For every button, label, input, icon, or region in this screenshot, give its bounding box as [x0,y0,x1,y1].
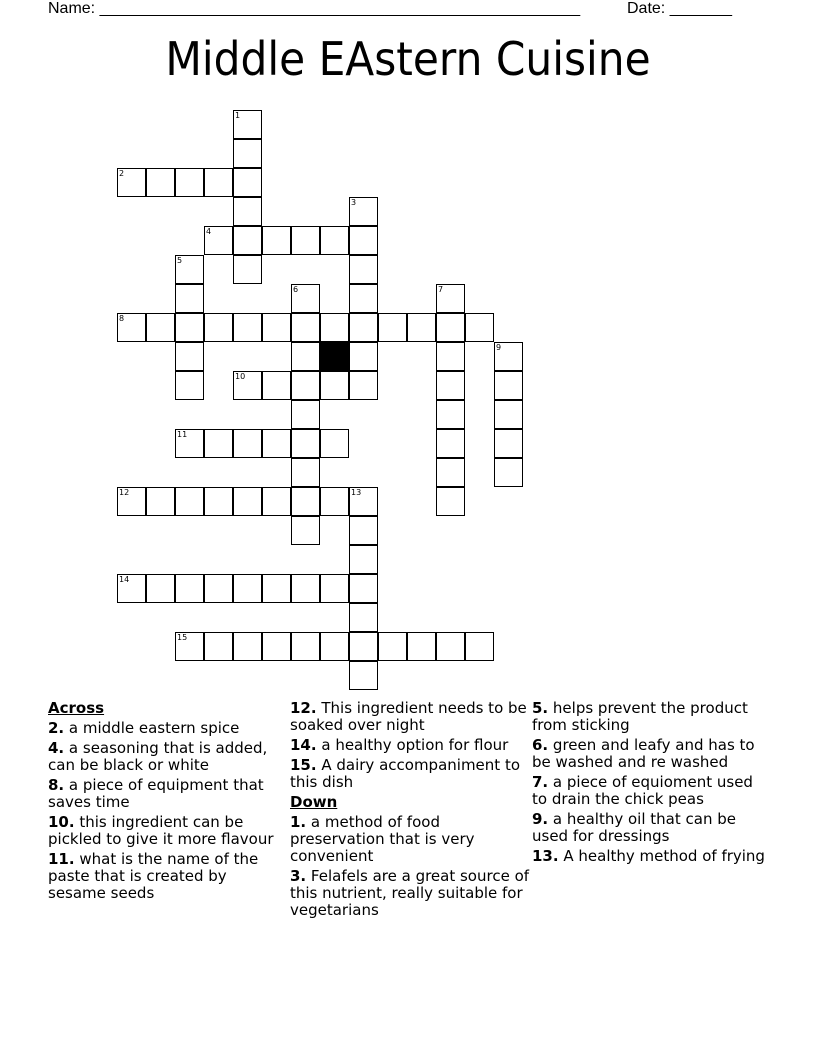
grid-cell[interactable] [291,632,320,661]
clue-text: what is the name of the paste that is created by sesame seeds [48,850,259,902]
grid-cell[interactable] [378,632,407,661]
clues-column-2 [290,700,530,922]
clue-text: This ingredient needs to be soaked over night [290,699,527,734]
grid-cell[interactable] [465,313,494,342]
grid-cell[interactable] [175,371,204,400]
grid-cell[interactable] [436,400,465,429]
grid-cell[interactable] [320,429,349,458]
grid-cell[interactable] [291,400,320,429]
clue-down-6 [532,737,772,771]
grid-cell[interactable] [175,487,204,516]
grid-cell[interactable] [436,632,465,661]
clue-number: 15. [290,756,317,774]
clue-across-11 [48,851,288,902]
clue-number-label: 12 [119,488,130,497]
grid-cell[interactable] [233,110,262,139]
grid-cell[interactable] [349,632,378,661]
clue-number: 4. [48,739,65,757]
grid-cell[interactable] [175,574,204,603]
grid-cell[interactable] [349,661,378,690]
clue-number-label: 15 [177,633,188,642]
clue-down-5 [532,700,772,734]
grid-cell[interactable] [436,313,465,342]
clue-number-label: 1 [235,111,241,120]
grid-cell[interactable] [262,487,291,516]
clue-text: green and leafy and has to be washed and re washed [532,736,755,771]
clue-text: a piece of equipment that saves time [48,776,264,811]
grid-cell[interactable] [262,429,291,458]
clue-text: A dairy accompaniment to this dish [290,756,520,791]
clue-down-9 [532,811,772,845]
clue-across-12 [290,700,530,734]
clue-number: 11. [48,850,75,868]
grid-cell[interactable] [146,168,175,197]
clue-text: a piece of equioment used to drain the chick peas [532,773,753,808]
black-cell [320,342,349,371]
grid-cell[interactable] [233,632,262,661]
clue-number: 10. [48,813,75,831]
grid-cell[interactable] [378,313,407,342]
grid-cell[interactable] [349,487,378,516]
clue-across-15 [290,757,530,791]
grid-cell[interactable] [407,632,436,661]
clue-number: 12. [290,699,317,717]
grid-cell[interactable] [233,371,262,400]
date-field[interactable]: Date: _______ [627,0,732,17]
grid-cell[interactable] [291,516,320,545]
clue-text: a seasoning that is added, can be black or white [48,739,268,774]
clue-text: A healthy method of frying [563,847,765,865]
grid-cell[interactable] [436,458,465,487]
clue-number: 1. [290,813,307,831]
grid-cell[interactable] [349,603,378,632]
across-heading: Across [48,699,105,717]
grid-cell[interactable] [262,226,291,255]
grid-cell[interactable] [349,284,378,313]
grid-cell[interactable] [262,313,291,342]
grid-cell[interactable] [291,342,320,371]
grid-cell[interactable] [349,313,378,342]
grid-cell[interactable] [320,226,349,255]
clue-number: 7. [532,773,549,791]
clue-number: 13. [532,847,559,865]
clue-number-label: 8 [119,314,125,323]
grid-cell[interactable] [494,429,523,458]
grid-cell[interactable] [349,197,378,226]
grid-cell[interactable] [465,632,494,661]
grid-cell[interactable] [233,226,262,255]
grid-cell[interactable] [436,487,465,516]
grid-cell[interactable] [291,313,320,342]
grid-cell[interactable] [233,313,262,342]
grid-cell[interactable] [291,226,320,255]
clue-across-8 [48,777,288,811]
grid-cell[interactable] [494,371,523,400]
clue-number: 6. [532,736,549,754]
grid-cell[interactable] [175,284,204,313]
grid-cell[interactable] [494,342,523,371]
grid-cell[interactable] [175,168,204,197]
grid-cell[interactable] [262,574,291,603]
clue-text: a healthy oil that can be used for dressings [532,810,736,845]
grid-cell[interactable] [436,371,465,400]
page-title: Middle EAstern Cuisine [165,32,651,86]
grid-cell[interactable] [349,516,378,545]
name-field[interactable]: Name: ______________________________________________________ [48,0,581,17]
grid-cell[interactable] [320,574,349,603]
clue-text: Felafels are a great source of this nutrient, really suitable for vegetarians [290,867,530,919]
grid-cell[interactable] [349,574,378,603]
clue-number-label: 11 [177,430,188,439]
clue-number: 5. [532,699,549,717]
grid-cell[interactable] [233,574,262,603]
clue-across-14 [290,737,530,754]
clue-text: a healthy option for flour [321,736,509,754]
clue-number: 8. [48,776,65,794]
grid-cell[interactable] [233,255,262,284]
clue-text: helps prevent the product from sticking [532,699,748,734]
grid-cell[interactable] [436,429,465,458]
grid-cell[interactable] [349,342,378,371]
clue-number-label: 9 [496,343,502,352]
grid-cell[interactable] [204,632,233,661]
grid-cell[interactable] [349,255,378,284]
clue-number: 2. [48,719,65,737]
grid-cell[interactable] [291,458,320,487]
grid-cell[interactable] [436,284,465,313]
grid-cell[interactable] [204,574,233,603]
grid-cell[interactable] [320,487,349,516]
clue-across-2 [48,720,288,737]
clue-number-label: 4 [206,227,212,236]
grid-cell[interactable] [320,632,349,661]
clue-text: a middle eastern spice [68,719,240,737]
clue-across-4 [48,740,288,774]
grid-cell[interactable] [407,313,436,342]
grid-cell[interactable] [291,429,320,458]
grid-cell[interactable] [233,429,262,458]
grid-cell[interactable] [349,371,378,400]
grid-cell[interactable] [175,313,204,342]
grid-cell[interactable] [146,574,175,603]
clue-text: this ingredient can be pickled to give it more flavour [48,813,274,848]
grid-cell[interactable] [117,168,146,197]
grid-cell[interactable] [262,632,291,661]
clue-across-10 [48,814,288,848]
grid-cell[interactable] [494,458,523,487]
grid-cell[interactable] [233,487,262,516]
clue-number-label: 2 [119,169,125,178]
grid-cell[interactable] [291,371,320,400]
clue-down-13 [532,848,772,865]
grid-cell[interactable] [262,371,291,400]
grid-cell[interactable] [291,487,320,516]
clue-number: 3. [290,867,307,885]
clue-down-7 [532,774,772,808]
clue-number-label: 7 [438,285,444,294]
grid-cell[interactable] [146,313,175,342]
grid-cell[interactable] [233,139,262,168]
grid-cell[interactable] [204,313,233,342]
grid-cell[interactable] [320,371,349,400]
clues-column-3 [532,700,772,868]
grid-cell[interactable] [233,197,262,226]
clue-number-label: 5 [177,256,183,265]
grid-cell[interactable] [291,574,320,603]
grid-cell[interactable] [233,168,262,197]
grid-cell[interactable] [117,574,146,603]
clue-number-label: 14 [119,575,130,584]
clue-number: 14. [290,736,317,754]
clue-number-label: 10 [235,372,246,381]
grid-cell[interactable] [146,487,175,516]
grid-cell[interactable] [204,429,233,458]
grid-cell[interactable] [349,226,378,255]
grid-cell[interactable] [117,313,146,342]
clue-text: a method of food preservation that is very convenient [290,813,475,865]
clue-number-label: 3 [351,198,357,207]
grid-cell[interactable] [175,632,204,661]
grid-cell[interactable] [436,342,465,371]
clue-down-3 [290,868,530,919]
grid-cell[interactable] [204,226,233,255]
grid-cell[interactable] [494,400,523,429]
grid-cell[interactable] [291,284,320,313]
down-heading: Down [290,793,338,811]
grid-cell[interactable] [117,487,146,516]
clue-down-1 [290,814,530,865]
grid-cell[interactable] [320,313,349,342]
grid-cell[interactable] [175,429,204,458]
grid-cell[interactable] [204,487,233,516]
clue-number: 9. [532,810,549,828]
grid-cell[interactable] [175,342,204,371]
clues-column-1 [48,700,288,905]
clue-number-label: 6 [293,285,299,294]
grid-cell[interactable] [204,168,233,197]
clue-number-label: 13 [351,488,362,497]
grid-cell[interactable] [349,545,378,574]
grid-cell[interactable] [175,255,204,284]
